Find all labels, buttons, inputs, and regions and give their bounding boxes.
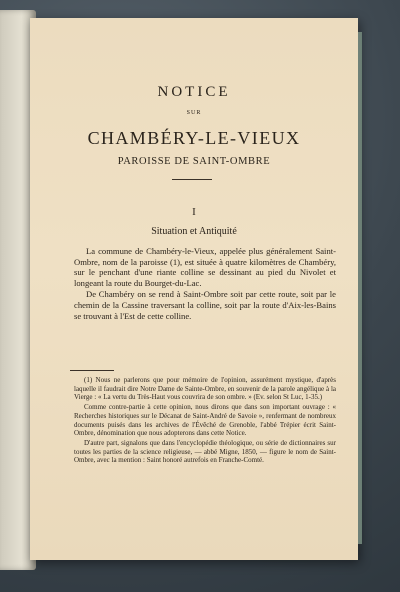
notice-heading: NOTICE	[157, 84, 231, 100]
footnotes	[74, 376, 336, 466]
body-paragraph: De Chambéry on se rend à Saint-Ombre soit par cette route, soit par le chemin de la Cassine traversant la colline, soit par la route d'Aix-les-Bains se trouvant à l'Est de cette colline.	[74, 289, 336, 321]
sur-label: SUR	[186, 110, 202, 116]
title-divider	[172, 179, 212, 180]
book-page	[30, 18, 358, 560]
footnote-divider	[70, 370, 114, 371]
footnote: Comme contre-partie à cette opinion, nous dirons que dans son important ouvrage : « Recherches historiques sur le Décanat de Saint-André de Savoie », renfermant de nombreux documents puisés dans les archives de l'Évêché de Grenoble, l'abbé Trépier écrit Saint-Ombre, dénomination que nous adopterons dans cette Notice.	[74, 403, 336, 438]
page-subtitle: PAROISSE DE SAINT-OMBRE	[117, 156, 271, 167]
section-number: I	[192, 206, 196, 218]
body-text	[74, 246, 336, 321]
body-paragraph: La commune de Chambéry-le-Vieux, appelée plus généralement Saint-Ombre, nom de la paroisse (1), est située à quatre kilomètres de Chambéry, sur le penchant d'une riante colline se dessinant au pied du Nivolet et longeant la route du Bourget-du-Lac.	[74, 246, 336, 288]
section-title: Situation et Antiquité	[151, 226, 237, 237]
footnote: D'autre part, signalons que dans l'encyclopédie théologique, ou série de dictionnaires sur toutes les parties de la science religieuse, — abbé Migne, 1850, — figure le nom de Saint-Ombre, avec la mention : Saint honoré autrefois en Franche-Comté.	[74, 438, 336, 465]
page-title: CHAMBÉRY-LE-VIEUX	[87, 128, 301, 148]
footnote: (1) Nous ne parlerons que pour mémoire de l'opinion, assurément mystique, d'après laquelle il faudrait dire Notre Dame de Sainte-Ombre, en souvenir de la parole angélique à la Vierge : « La vertu du Très-Haut vous couvrira de son ombre. » (Ev. selon St Luc, 1-35.)	[74, 376, 336, 402]
